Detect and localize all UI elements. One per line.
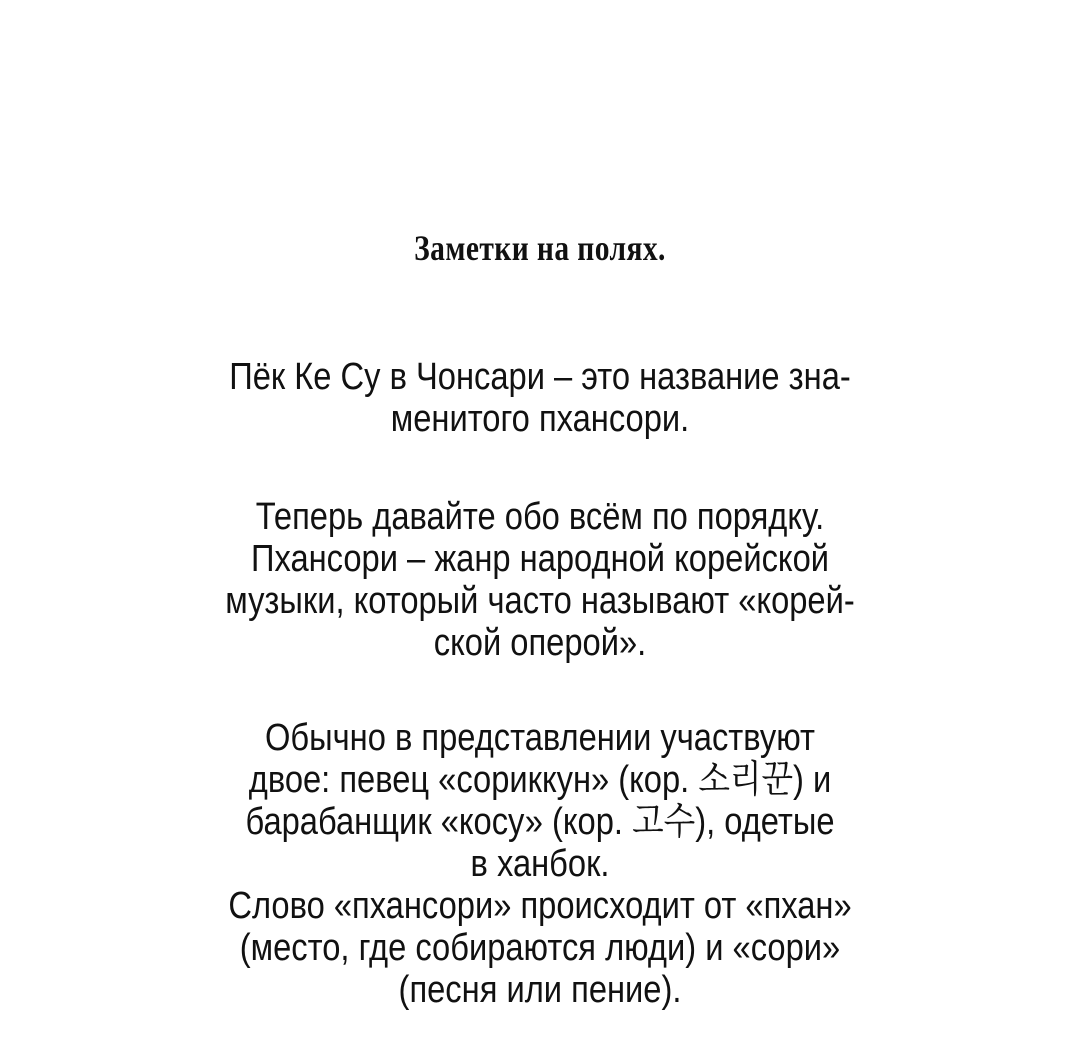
text-line: в ханбок. <box>470 843 610 885</box>
text-line: Теперь давайте обо всём по порядку. <box>255 496 825 538</box>
text-line: барабанщик «косу» (кор. 고수), одетые <box>245 801 835 843</box>
text-line: Пхансори – жанр народной корейской <box>250 538 830 580</box>
text-line: музыки, который часто называют «корей- <box>225 580 855 622</box>
text-line: (песня или пение). <box>398 969 682 1011</box>
text-line: (место, где собираются люди) и «сори» <box>239 927 841 969</box>
text-line: Пёк Ке Су в Чонсари – это название зна- <box>229 356 851 398</box>
text-line: ской оперой». <box>433 622 647 664</box>
page-title: Заметки на полях. <box>414 228 666 268</box>
text-line: двое: певец «сориккун» (кор. 소리꾼) и <box>248 759 832 801</box>
text-line: Обычно в представлении участвуют <box>265 717 815 759</box>
text-line: менитого пхансори. <box>390 398 690 440</box>
text-line: Слово «пхансори» происходит от «пхан» <box>228 885 852 927</box>
paragraph-2 <box>150 496 930 664</box>
paragraph-3 <box>150 717 930 1011</box>
paragraph-1 <box>150 356 930 440</box>
